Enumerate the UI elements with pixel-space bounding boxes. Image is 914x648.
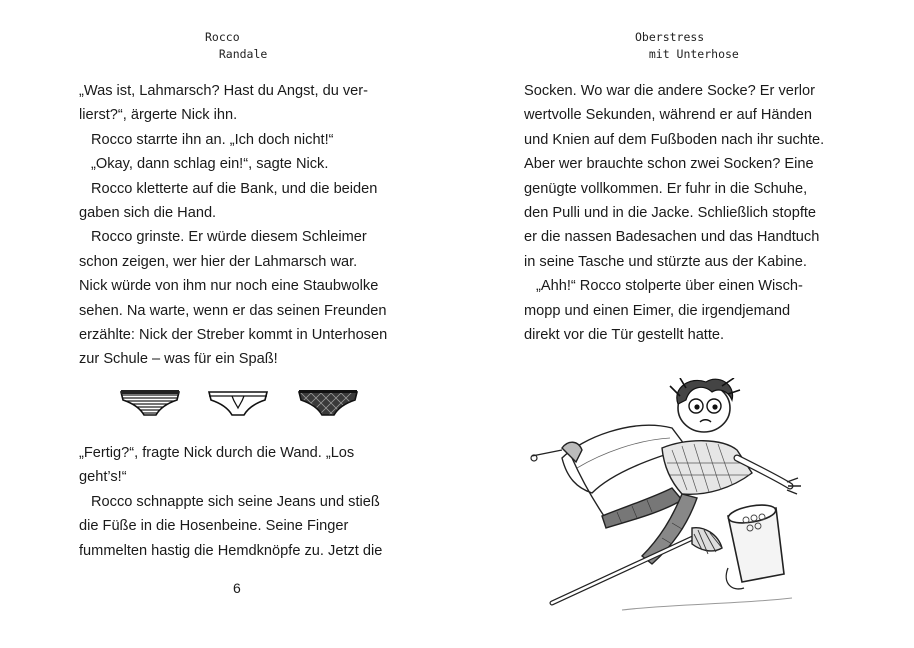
dark-briefs-icon [296,388,360,418]
paragraph: Rocco kletterte auf die Bank, und die beiden gaben sich die Hand. [79,180,378,222]
paragraph: „Ahh!“ Rocco stolperte über einen Wisch- mopp und einen Eimer, die irgendjemand direkt vor die Tür gestellt hatte. [524,278,803,344]
tripping-boy-illustration [522,378,822,618]
underwear-divider [118,388,368,420]
paragraph: Rocco schnappte sich seine Jeans und stieß die Füße in die Hosenbeine. Seine Finger fummelten hastig die Hemdknöpfe zu. Jetzt die [79,493,383,559]
striped-briefs-icon [118,388,182,418]
paragraph: Socken. Wo war die andere Socke? Er verlor wertvolle Sekunden, während er auf Händen und Knien auf dem Fußboden nach ihr suchte. Aber wer brauchte schon zwei Socken? Eine genügte vollkommen. Er fuhr in die Schuhe, den Pulli und in die Jacke. Schließlich stopfte er die nassen Badesachen und das Handtuch in seine Tasche und stürzte aus der Kabine. [524,83,825,270]
paragraph: Rocco starrte ihn an. „Ich doch nicht!“ [91,131,334,148]
running-head-line: Oberstress [635,30,705,44]
running-head-line: mit Unterhose [635,47,739,61]
right-page [457,0,914,648]
running-head-right [635,29,739,63]
paragraph: „Was ist, Lahmarsch? Hast du Angst, du ver- lierst?“, ärgerte Nick ihn. [79,83,369,124]
running-head-left [205,29,267,63]
body-text-left-bottom [79,441,399,563]
running-head-line: Rocco [205,30,240,44]
white-briefs-icon [206,388,270,418]
paragraph: „Okay, dann schlag ein!“, sagte Nick. [91,156,329,173]
body-text-right [524,79,854,347]
running-head-line: Randale [205,47,268,61]
paragraph: Rocco grinste. Er würde diesem Schleimer schon zeigen, wer hier der Lahmarsch war. Nick würde von ihm nur noch eine Staubwolke sehen. Na warte, wenn er das seinen Freunden erzählte: Nick der Streber kommt in Unterhosen zur Schule – was für ein Spaß! [79,229,388,368]
paragraph: „Fertig?“, fragte Nick durch die Wand. „Los geht’s!“ [79,445,355,486]
page-number: 6 [233,580,241,596]
body-text-left-top [79,79,399,372]
